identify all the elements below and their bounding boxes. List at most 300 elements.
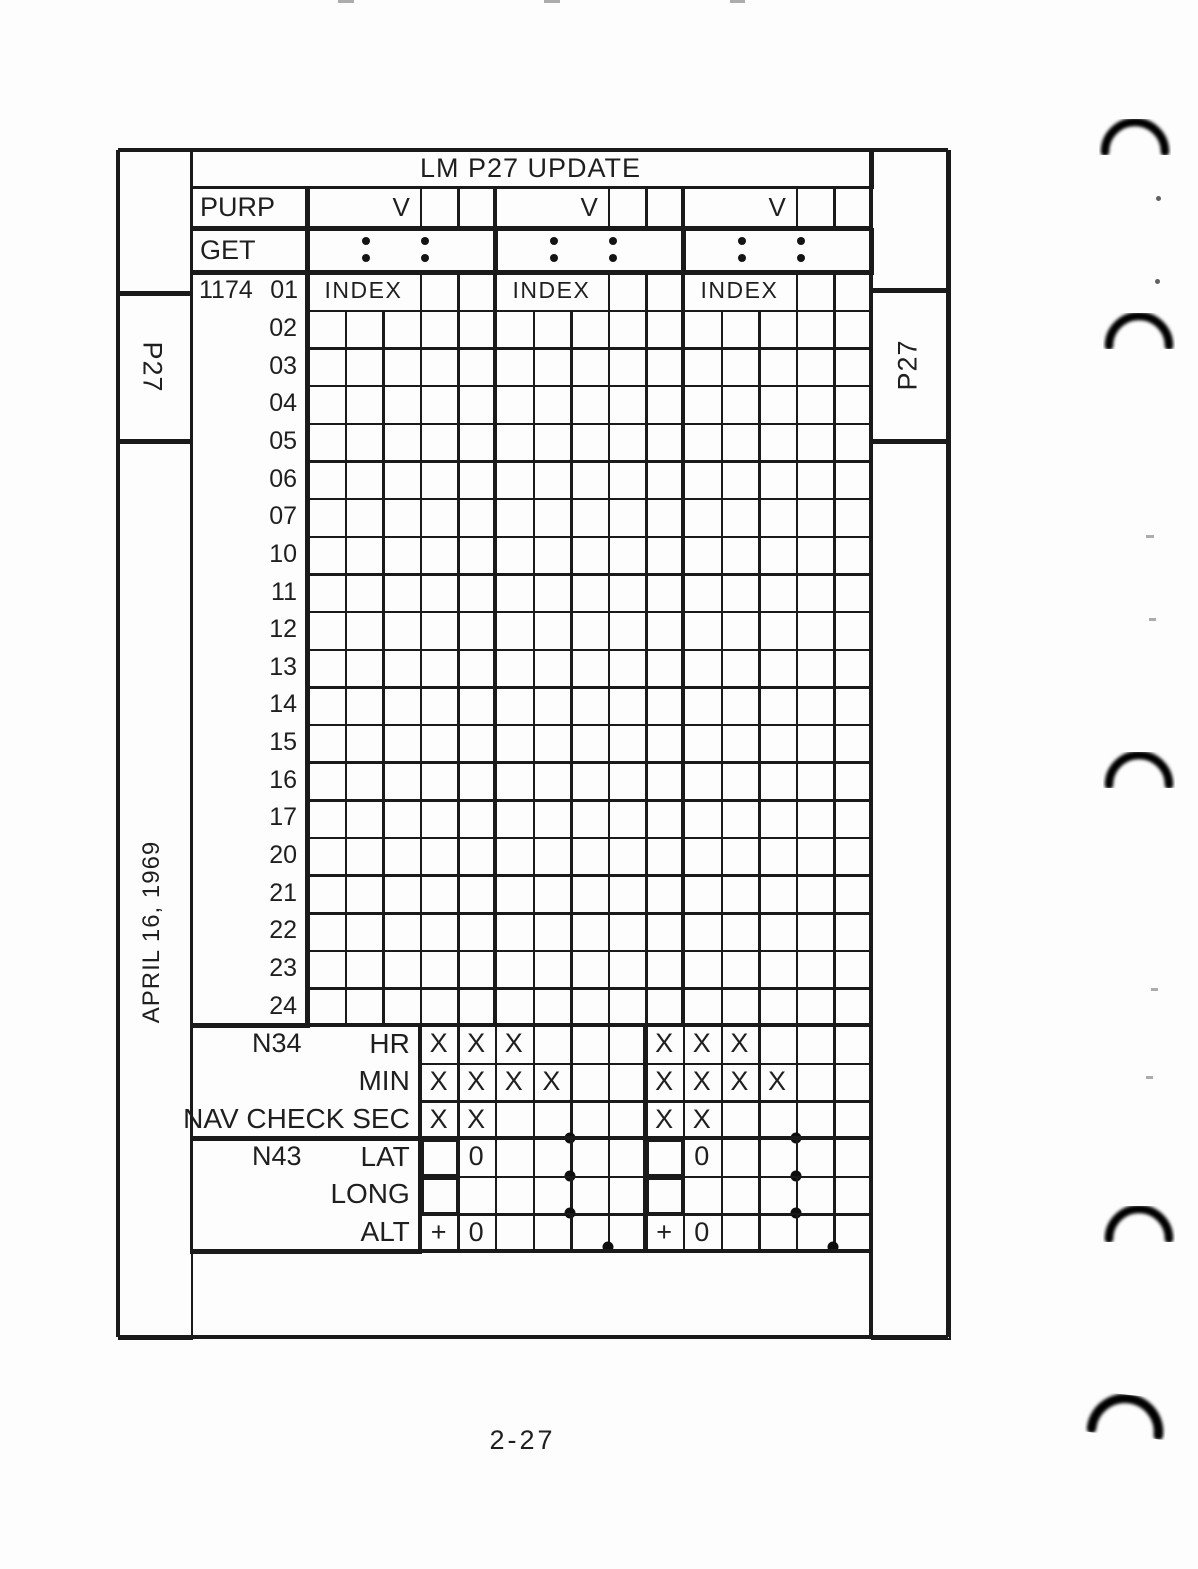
row-number: 01 [270,276,298,305]
data-cell [645,272,685,312]
grid-divider-line [493,186,498,1025]
data-cell [608,498,648,538]
data-cell [420,950,460,990]
data-cell [345,987,385,1027]
data-cell [683,987,723,1027]
data-cell [645,724,685,764]
row-number: 02 [269,313,297,342]
data-cell [345,837,385,877]
nav-check-cell [533,1025,573,1065]
data-cell [758,611,798,651]
data-cell [833,837,873,877]
purp-digit-cell [608,186,648,231]
data-cell [457,310,497,350]
nav-check-row-label: ALT [360,1216,410,1248]
data-cell [721,460,761,500]
data-cell [608,686,648,726]
data-cell [796,912,836,952]
get-time-cell [683,228,874,275]
row-number: 24 [269,991,297,1020]
data-cell [570,347,610,387]
data-cell [420,724,460,764]
data-cell [570,460,610,500]
data-cell [307,686,347,726]
nav-check-cell [645,1176,685,1216]
scan-speck [1149,618,1156,621]
data-cell [382,761,422,801]
data-cell [307,987,347,1027]
row-number: 16 [269,765,297,794]
data-cell [645,799,685,839]
nav-check-value: X [467,1103,486,1134]
row-number: 14 [269,690,297,719]
nav-check-row-label: NAV CHECK SEC [183,1103,410,1135]
nav-check-tag: N34 [252,1028,302,1059]
scan-speck [1156,196,1161,201]
data-cell [420,649,460,689]
nav-check-cell [796,1100,836,1140]
data-cell [796,950,836,990]
data-cell [796,611,836,651]
data-cell [758,799,798,839]
row-number: 23 [269,954,297,982]
data-cell [420,874,460,914]
data-cell [683,573,723,613]
data-cell [345,347,385,387]
data-cell [721,310,761,350]
data-cell [457,347,497,387]
get-colon [738,237,746,262]
data-cell [796,536,836,576]
data-cell [796,310,836,350]
data-cell [382,837,422,877]
data-cell [570,423,610,463]
data-cell [683,347,723,387]
nav-check-cell [721,1100,761,1140]
nav-check-value: + [430,1216,447,1247]
nav-check-value: X [542,1065,561,1096]
row-number: 04 [269,389,297,418]
data-cell [796,724,836,764]
data-cell [495,799,535,839]
data-cell [833,347,873,387]
nav-check-cell [570,1100,610,1140]
scan-speck [1146,1076,1153,1079]
data-cell [645,649,685,689]
purp-digit-cell [796,186,836,231]
data-cell [570,799,610,839]
data-cell [457,272,497,312]
data-cell [345,686,385,726]
data-cell [570,912,610,952]
data-cell [833,950,873,990]
data-cell [683,498,723,538]
data-cell [495,837,535,877]
data-cell [420,536,460,576]
data-cell [796,874,836,914]
data-cell [833,423,873,463]
row-number: 13 [269,652,297,681]
nav-check-cell [608,1025,648,1065]
nav-check-value: X [730,1065,749,1096]
data-cell [420,837,460,877]
data-cell [382,649,422,689]
data-cell [307,649,347,689]
data-cell [457,912,497,952]
data-cell [533,385,573,425]
data-cell [495,912,535,952]
data-cell [345,950,385,990]
nav-check-cell [420,1176,460,1216]
scan-speck [1155,279,1160,284]
data-cell [533,310,573,350]
data-cell [645,686,685,726]
data-cell [457,950,497,990]
data-cell [796,987,836,1027]
data-cell [307,536,347,576]
purp-digit-cell [420,186,460,231]
nav-check-cell [495,1138,535,1178]
data-cell [457,460,497,500]
data-cell [420,761,460,801]
grid-divider-line [118,439,190,443]
data-cell [608,837,648,877]
verb-mark: V [392,191,410,222]
data-cell [758,423,798,463]
data-cell [683,536,723,576]
nav-check-row-label: HR [369,1027,410,1059]
data-cell [645,611,685,651]
data-cell [457,649,497,689]
data-cell [533,987,573,1027]
scan-speck [730,0,745,3]
nav-check-cell [570,1063,610,1103]
row-number: 12 [269,615,297,644]
nav-check-cell [796,1138,836,1178]
nav-check-cell [833,1138,873,1178]
get-colon [550,237,558,262]
data-cell [420,912,460,952]
nav-check-value: X [692,1028,711,1059]
data-cell [758,498,798,538]
nav-check-tag: N43 [252,1141,302,1172]
data-cell [345,611,385,651]
data-cell [683,460,723,500]
data-cell [307,498,347,538]
data-cell [570,686,610,726]
get-time-cell [307,228,498,275]
data-cell [833,460,873,500]
data-cell [608,423,648,463]
row-number: 21 [269,878,297,907]
grid-divider-line [190,1023,871,1028]
left-tab-cell [118,150,193,296]
data-cell [457,385,497,425]
data-cell [758,310,798,350]
row-number: 03 [269,351,297,380]
data-cell [608,460,648,500]
data-cell [645,573,685,613]
data-cell [495,724,535,764]
data-cell [608,272,648,312]
data-cell [495,987,535,1027]
data-cell [758,573,798,613]
data-cell [495,536,535,576]
purp-digit-cell [457,186,497,231]
data-cell [833,310,873,350]
data-cell [495,460,535,500]
grid-divider-line [190,1249,871,1254]
data-cell [457,799,497,839]
grid-divider-line [118,291,190,295]
data-cell [307,460,347,500]
data-cell [721,347,761,387]
data-cell [683,799,723,839]
data-cell [307,837,347,877]
data-cell [683,724,723,764]
nav-check-value: X [655,1103,674,1134]
grid-divider-line [190,270,871,274]
data-cell [645,498,685,538]
data-cell [758,724,798,764]
data-cell [307,611,347,651]
data-cell [645,347,685,387]
get-label: GET [200,234,256,265]
data-cell [420,347,460,387]
data-cell [307,347,347,387]
row-number: 06 [269,464,297,493]
data-cell [721,385,761,425]
data-cell [645,912,685,952]
nav-check-cell [683,1176,723,1216]
data-cell [683,423,723,463]
data-cell [382,724,422,764]
data-cell [608,385,648,425]
data-cell [721,686,761,726]
row-code: 1174 [199,276,253,305]
index-label: INDEX [512,277,591,304]
data-cell [382,423,422,463]
data-cell [420,573,460,613]
data-cell [833,724,873,764]
nav-check-value: 0 [468,1216,484,1247]
data-cell [420,686,460,726]
data-cell [796,573,836,613]
data-cell [495,950,535,990]
nav-check-cell [608,1213,648,1253]
nav-check-value: 0 [468,1141,484,1172]
data-cell [382,310,422,350]
data-cell [533,536,573,576]
data-cell [495,611,535,651]
index-label: INDEX [700,277,779,304]
data-cell [533,573,573,613]
data-cell [721,536,761,576]
data-cell [796,799,836,839]
grid-divider-line [118,1335,948,1340]
data-cell [457,761,497,801]
nav-check-value: X [467,1028,486,1059]
data-cell [495,347,535,387]
row-number: 07 [269,502,297,531]
left-tab-program-label: P27 [137,341,168,393]
data-cell [345,799,385,839]
data-cell [758,987,798,1027]
nav-check-cell [833,1025,873,1065]
nav-check-cell [721,1176,761,1216]
data-cell [721,498,761,538]
data-cell [608,950,648,990]
data-cell [833,987,873,1027]
nav-check-cell [796,1025,836,1065]
data-cell [758,761,798,801]
nav-check-cell [608,1138,648,1178]
scan-speck [338,0,354,3]
data-cell [758,686,798,726]
data-cell [382,987,422,1027]
purp-digit-cell [645,186,685,231]
data-cell [683,912,723,952]
right-tab-program-label: P27 [892,339,923,391]
data-cell [307,573,347,613]
data-cell [495,874,535,914]
verb-mark: V [580,191,598,222]
binder-ring-shadow [1080,1370,1175,1456]
get-colon [362,237,370,262]
data-cell [758,874,798,914]
grid-divider-line [190,1136,871,1141]
nav-check-cell [495,1100,535,1140]
nav-check-cell [533,1213,573,1253]
row-number: 11 [271,577,297,606]
nav-check-cell [457,1176,497,1216]
data-cell [796,837,836,877]
data-cell [382,874,422,914]
nav-check-value: X [692,1103,711,1134]
data-cell [570,724,610,764]
data-cell [420,423,460,463]
nav-check-value: X [429,1065,448,1096]
data-cell [495,573,535,613]
data-cell [721,573,761,613]
data-cell [570,950,610,990]
data-cell [345,498,385,538]
row-label [190,272,307,310]
data-cell [721,837,761,877]
nav-check-cell [833,1100,873,1140]
nav-check-row-label: MIN [358,1065,410,1097]
data-cell [758,460,798,500]
nav-check-row-label: LONG [330,1178,410,1210]
data-cell [833,686,873,726]
grid-divider-line [118,148,948,153]
row-number: 10 [269,539,297,568]
nav-check-cell [495,1176,535,1216]
scan-speck [1146,535,1154,538]
data-cell [833,536,873,576]
data-cell [533,761,573,801]
data-cell [345,460,385,500]
data-cell [570,649,610,689]
grid-divider-line [116,150,121,1337]
nav-check-cell [495,1213,535,1253]
nav-check-cell [570,1138,610,1178]
data-cell [307,385,347,425]
data-cell [457,686,497,726]
data-cell [758,649,798,689]
get-colon [797,237,805,262]
nav-check-cell [833,1176,873,1216]
data-cell [721,874,761,914]
data-cell [721,724,761,764]
data-cell [796,272,836,312]
data-cell [457,874,497,914]
scan-speck [544,0,560,3]
data-cell [645,460,685,500]
data-cell [533,347,573,387]
data-cell [457,423,497,463]
data-cell [382,498,422,538]
nav-check-value: X [467,1065,486,1096]
data-cell [758,385,798,425]
data-cell [683,385,723,425]
get-colon [609,237,617,262]
data-cell [721,987,761,1027]
data-cell [608,573,648,613]
binder-ring-shadow [1100,1187,1178,1256]
data-cell [570,310,610,350]
data-cell [683,950,723,990]
nav-check-cell [758,1025,798,1065]
scan-speck [1151,988,1158,991]
data-cell [533,799,573,839]
data-cell [721,649,761,689]
binder-ring-shadow [1100,733,1178,802]
data-cell [307,310,347,350]
data-cell [683,649,723,689]
data-cell [796,347,836,387]
data-cell [608,536,648,576]
data-cell [495,385,535,425]
data-cell [533,837,573,877]
data-cell [382,536,422,576]
data-cell [307,799,347,839]
data-cell [721,611,761,651]
grid-divider-line [305,186,309,1025]
data-cell [645,385,685,425]
data-cell [495,310,535,350]
row-number: 05 [269,426,297,455]
data-cell [457,498,497,538]
data-cell [645,987,685,1027]
nav-check-value: X [429,1028,448,1059]
data-cell [645,310,685,350]
binder-ring-shadow [1096,100,1174,169]
purp-label: PURP [200,191,276,222]
data-cell [683,761,723,801]
data-cell [645,874,685,914]
data-cell [345,310,385,350]
data-cell [683,686,723,726]
data-cell [495,649,535,689]
data-cell [345,912,385,952]
grid-divider-line [190,226,871,230]
nav-check-cell [721,1213,761,1253]
data-cell [382,385,422,425]
data-cell [345,536,385,576]
data-cell [382,573,422,613]
data-cell [345,385,385,425]
